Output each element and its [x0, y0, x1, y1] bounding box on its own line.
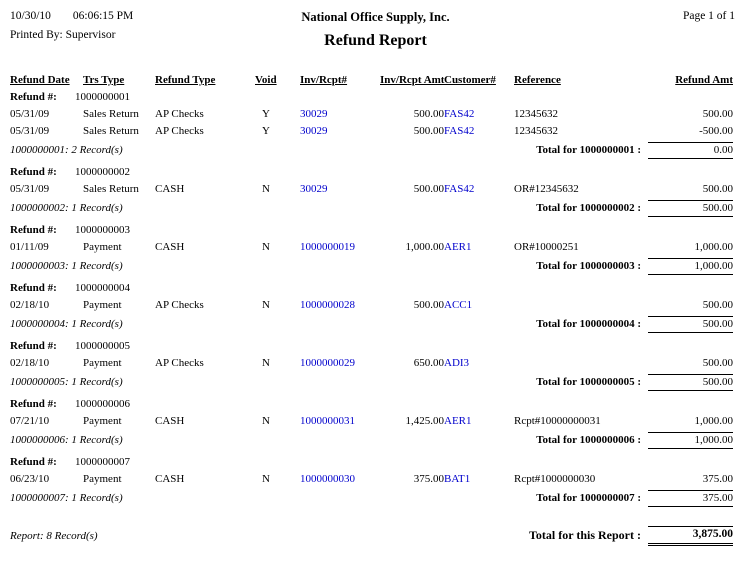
group-summary-row [10, 372, 733, 396]
group-record-count: 1000000003: 1 Record(s) [10, 260, 123, 272]
refund-type-cell: AP Checks [155, 108, 204, 120]
group-summary-row [10, 198, 733, 222]
reference-cell [514, 297, 669, 314]
inv-rcpt-link[interactable]: 1000000019 [300, 241, 355, 253]
refund-number-value: 1000000003 [75, 224, 130, 236]
group-record-count: 1000000006: 1 Record(s) [10, 434, 123, 446]
refund-number-value: 1000000007 [75, 456, 130, 468]
refund-number-value: 1000000005 [75, 340, 130, 352]
column-header-refund-date: Refund Date [10, 74, 70, 86]
inv-rcpt-amt-cell: 500.00 [413, 299, 444, 311]
trs-type-cell: Sales Return [83, 108, 139, 120]
refund-date-cell: 02/18/10 [10, 357, 50, 369]
detail-row [10, 239, 733, 256]
inv-rcpt-amt-cell: 500.00 [413, 125, 444, 137]
refund-date-cell: 07/21/10 [10, 415, 50, 427]
group-record-count: 1000000007: 1 Record(s) [10, 492, 123, 504]
refund-type-cell: AP Checks [155, 299, 204, 311]
report-total-amount: 3,875.00 [648, 526, 733, 546]
inv-rcpt-amt-cell: 375.00 [413, 473, 444, 485]
report-time: 06:06:15 PM [72, 10, 134, 22]
reference-cell: Rcpt#1000000030 [514, 473, 596, 485]
trs-type-cell: Payment [83, 299, 122, 311]
refund-amt-cell: 1,000.00 [694, 415, 733, 427]
refund-date-cell: 05/31/09 [10, 125, 50, 137]
inv-rcpt-link[interactable]: 1000000030 [300, 473, 355, 485]
refund-number-value: 1000000001 [75, 91, 130, 103]
group-header-row [10, 89, 733, 106]
refund-type-cell: AP Checks [155, 357, 204, 369]
printed-by-label: Printed By: Supervisor [10, 29, 116, 41]
void-cell: N [262, 299, 270, 311]
group-total-label: Total for 1000000004 : [536, 318, 641, 330]
group-total-amount: 500.00 [648, 316, 733, 333]
column-header-reference: Reference [514, 74, 561, 86]
group-summary-row [10, 140, 733, 164]
group-summary-row [10, 314, 733, 338]
page-number: Page 1 of 1 [682, 10, 735, 22]
refund-date-cell: 05/31/09 [10, 108, 50, 120]
void-cell: Y [262, 125, 270, 137]
column-header-inv-rcpt-no: Inv/Rcpt# [300, 74, 348, 86]
group-record-count: 1000000005: 1 Record(s) [10, 376, 123, 388]
reference-cell: Rcpt#10000000031 [514, 415, 601, 427]
refund-date-cell: 02/18/10 [10, 299, 50, 311]
inv-rcpt-link[interactable]: 1000000028 [300, 299, 355, 311]
column-header-inv-rcpt-amt: Inv/Rcpt Amt [380, 74, 445, 86]
inv-rcpt-link[interactable]: 30029 [300, 108, 328, 120]
refund-number-label: Refund #: [10, 166, 57, 178]
report-body [10, 89, 733, 512]
refund-number-label: Refund #: [10, 456, 57, 468]
group-header-row [10, 222, 733, 239]
refund-date-cell: 06/23/10 [10, 473, 50, 485]
group-summary-row [10, 430, 733, 454]
reference-cell [514, 355, 669, 372]
refund-number-label: Refund #: [10, 340, 57, 352]
trs-type-cell: Payment [83, 357, 122, 369]
inv-rcpt-amt-cell: 1,425.00 [405, 415, 444, 427]
void-cell: N [262, 473, 270, 485]
group-header-row [10, 454, 733, 471]
group-record-count: 1000000002: 1 Record(s) [10, 202, 123, 214]
void-cell: N [262, 415, 270, 427]
trs-type-cell: Sales Return [83, 125, 139, 137]
refund-number-value: 1000000002 [75, 166, 130, 178]
column-header-trs-type: Trs Type [83, 74, 125, 86]
inv-rcpt-link[interactable]: 1000000029 [300, 357, 355, 369]
customer-link[interactable]: FAS42 [444, 183, 475, 195]
detail-row [10, 123, 733, 140]
group-total-amount: 1,000.00 [648, 432, 733, 449]
report-date: 10/30/10 [10, 10, 51, 22]
customer-link[interactable]: BAT1 [444, 473, 471, 485]
detail-row [10, 297, 733, 314]
group-total-label: Total for 1000000003 : [536, 260, 641, 272]
group-total-label: Total for 1000000002 : [536, 202, 641, 214]
detail-row [10, 106, 733, 123]
detail-row [10, 355, 733, 372]
group-total-label: Total for 1000000006 : [536, 434, 641, 446]
column-header-refund-amt: Refund Amt [675, 74, 733, 86]
group-total-amount: 500.00 [648, 374, 733, 391]
void-cell: N [262, 241, 270, 253]
void-cell: Y [262, 108, 270, 120]
group-header-row [10, 338, 733, 355]
detail-row [10, 181, 733, 198]
refund-number-label: Refund #: [10, 224, 57, 236]
customer-link[interactable]: ADI3 [444, 357, 470, 369]
group-header-row [10, 280, 733, 297]
refund-number-value: 1000000006 [75, 398, 130, 410]
group-summary-row [10, 488, 733, 512]
inv-rcpt-amt-cell: 1,000.00 [405, 241, 444, 253]
refund-type-cell: CASH [155, 415, 185, 427]
group-total-amount: 500.00 [648, 200, 733, 217]
reference-cell: OR#12345632 [514, 183, 579, 195]
report-record-count: Report: 8 Record(s) [10, 530, 98, 542]
group-total-label: Total for 1000000005 : [536, 376, 641, 388]
inv-rcpt-link[interactable]: 1000000031 [300, 415, 355, 427]
column-header-refund-type: Refund Type [155, 74, 216, 86]
refund-date-cell: 01/11/09 [10, 241, 49, 253]
report-header-center [0, 10, 751, 50]
refund-type-cell: CASH [155, 183, 185, 195]
refund-number-label: Refund #: [10, 398, 57, 410]
group-total-amount: 0.00 [648, 142, 733, 159]
group-total-amount: 1,000.00 [648, 258, 733, 275]
refund-amt-cell: 375.00 [702, 473, 733, 485]
inv-rcpt-link[interactable]: 30029 [300, 183, 328, 195]
group-header-row [10, 164, 733, 181]
report-total-label: Total for this Report : [529, 528, 641, 542]
group-summary-row [10, 256, 733, 280]
report-table [10, 72, 733, 556]
column-header-customer-no: Customer# [444, 74, 496, 86]
customer-link[interactable]: ACC1 [444, 299, 473, 311]
group-total-label: Total for 1000000001 : [536, 144, 641, 156]
refund-type-cell: CASH [155, 473, 185, 485]
refund-date-cell: 05/31/09 [10, 183, 50, 195]
report-footer-row [10, 520, 733, 556]
reference-cell: OR#10000251 [514, 241, 579, 253]
inv-rcpt-amt-cell: 650.00 [413, 357, 444, 369]
group-record-count: 1000000004: 1 Record(s) [10, 318, 123, 330]
reference-cell: 12345632 [514, 125, 558, 137]
void-cell: N [262, 183, 270, 195]
group-record-count: 1000000001: 2 Record(s) [10, 144, 123, 156]
group-header-row [10, 396, 733, 413]
refund-number-label: Refund #: [10, 91, 57, 103]
company-name: National Office Supply, Inc. [301, 10, 450, 24]
refund-number-label: Refund #: [10, 282, 57, 294]
customer-link[interactable]: AER1 [444, 241, 472, 253]
refund-amt-cell: 500.00 [702, 108, 733, 120]
void-cell: N [262, 357, 270, 369]
customer-link[interactable]: AER1 [444, 415, 472, 427]
inv-rcpt-amt-cell: 500.00 [413, 108, 444, 120]
trs-type-cell: Sales Return [83, 183, 139, 195]
refund-number-value: 1000000004 [75, 282, 130, 294]
reference-cell: 12345632 [514, 108, 558, 120]
group-total-amount: 375.00 [648, 490, 733, 507]
trs-type-cell: Payment [83, 241, 122, 253]
group-total-label: Total for 1000000007 : [536, 492, 641, 504]
inv-rcpt-amt-cell: 500.00 [413, 183, 444, 195]
refund-amt-cell: 500.00 [702, 183, 733, 195]
detail-row [10, 471, 733, 488]
refund-type-cell: AP Checks [155, 125, 204, 137]
refund-amt-cell: 500.00 [702, 357, 733, 369]
inv-rcpt-link[interactable]: 30029 [300, 125, 328, 137]
customer-link[interactable]: FAS42 [444, 125, 475, 137]
refund-amt-cell: 1,000.00 [694, 241, 733, 253]
column-header-row [10, 72, 733, 89]
customer-link[interactable]: FAS42 [444, 108, 475, 120]
report-title: Refund Report [324, 32, 427, 49]
refund-type-cell: CASH [155, 241, 185, 253]
refund-amt-cell: 500.00 [702, 299, 733, 311]
trs-type-cell: Payment [83, 473, 122, 485]
column-header-void: Void [255, 74, 277, 86]
detail-row [10, 413, 733, 430]
refund-amt-cell: -500.00 [699, 125, 733, 137]
trs-type-cell: Payment [83, 415, 122, 427]
